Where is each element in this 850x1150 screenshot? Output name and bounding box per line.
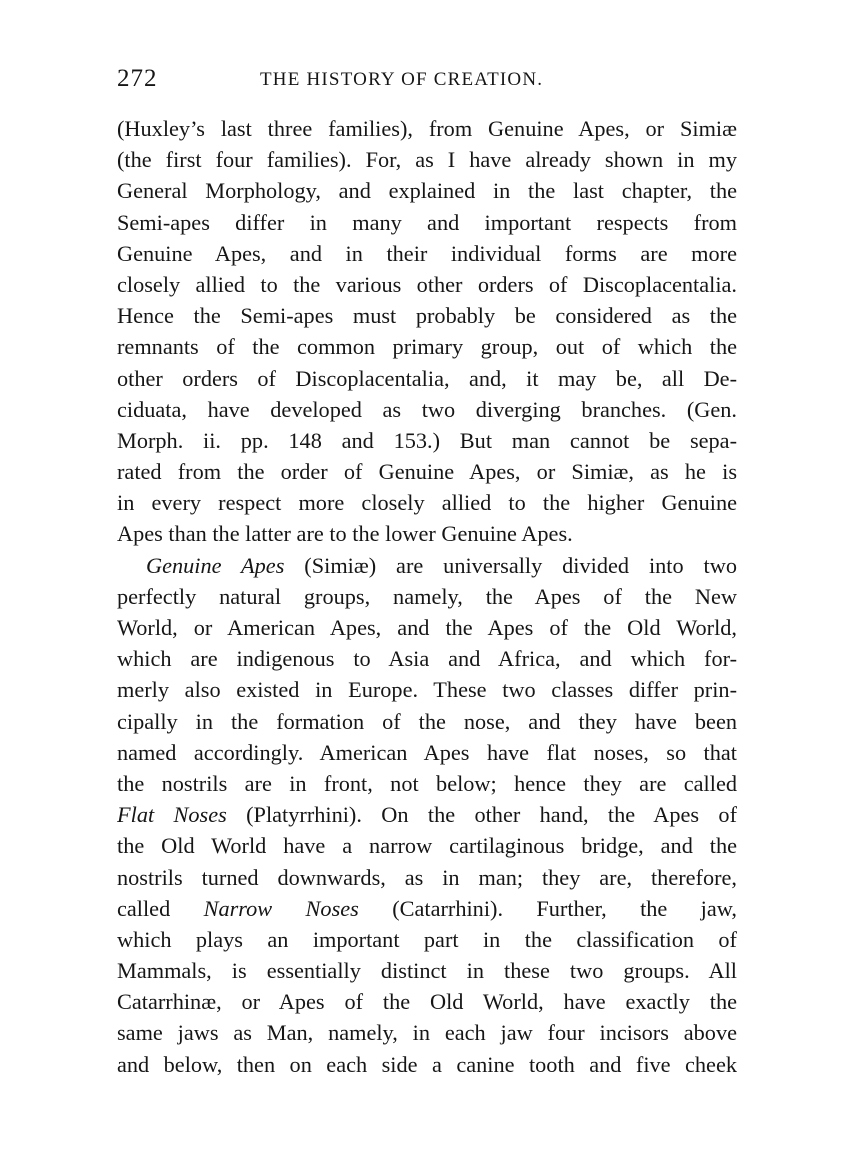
text-line: in every respect more closely allied to the higher Genuine	[117, 490, 737, 516]
text-line: Morph. ii. pp. 148 and 153.) But man cannot be sepa-	[117, 427, 737, 453]
text-line: nostrils turned downwards, as in man; they are, therefore,	[117, 864, 737, 890]
text-line: Hence the Semi-apes must probably be considered as the	[117, 303, 737, 329]
text-line: which plays an important part in the classification of	[117, 926, 737, 952]
italic-term: Flat Noses	[117, 802, 227, 828]
text-line: cipally in the formation of the nose, and they have been	[117, 708, 737, 734]
text-line: remnants of the common primary group, out of which the	[117, 334, 737, 360]
text-line: other orders of Discoplacentalia, and, it may be, all De-	[117, 365, 737, 391]
text-line: Catarrhinæ, or Apes of the Old World, have exactly the	[117, 989, 737, 1015]
text-line: perfectly natural groups, namely, the Apes of the New	[117, 583, 737, 609]
text-line: merly also existed in Europe. These two classes differ prin-	[117, 677, 737, 703]
running-header	[117, 62, 737, 96]
text-line: (the first four families). For, as I have already shown in my	[117, 147, 737, 173]
text-run: called	[117, 895, 204, 921]
text-run: (Platyrrhini). On the other hand, the Apes of	[226, 802, 737, 828]
text-run: (Catarrhini). Further, the jaw,	[358, 895, 737, 921]
text-line: ciduata, have developed as two diverging branches. (Gen.	[117, 396, 737, 422]
text-line: named accordingly. American Apes have flat noses, so that	[117, 739, 737, 765]
text-line: which are indigenous to Asia and Africa, and which for-	[117, 646, 737, 672]
text-line: and below, then on each side a canine tooth and five cheek	[117, 1051, 737, 1077]
text-line	[117, 799, 737, 830]
paragraph-2	[117, 550, 737, 1080]
text-line: rated from the order of Genuine Apes, or Simiæ, as he is	[117, 459, 737, 485]
page-number: 272	[117, 65, 158, 92]
text-line: closely allied to the various other orders of Discoplacentalia.	[117, 271, 737, 297]
running-title: THE HISTORY OF CREATION.	[260, 69, 544, 90]
text-line: Mammals, is essentially distinct in these two groups. All	[117, 958, 737, 984]
text-line: the nostrils are in front, not below; hence they are called	[117, 770, 737, 796]
text-line: General Morphology, and explained in the last chapter, the	[117, 178, 737, 204]
text-run: (Simiæ) are universally divided into two	[284, 552, 737, 578]
text-line: same jaws as Man, namely, in each jaw four incisors above	[117, 1020, 737, 1046]
paragraph-1	[117, 113, 737, 550]
text-line: World, or American Apes, and the Apes of the Old World,	[117, 615, 737, 640]
body-text	[117, 113, 737, 1080]
text-line	[117, 893, 737, 924]
text-line: (Huxley’s last three families), from Genuine Apes, or Simiæ	[117, 116, 737, 141]
text-line: the Old World have a narrow cartilaginous bridge, and the	[117, 833, 737, 859]
text-line	[117, 550, 737, 581]
text-line: Genuine Apes, and in their individual forms are more	[117, 240, 737, 266]
text-line: Apes than the latter are to the lower Genuine Apes.	[117, 521, 573, 547]
italic-term: Genuine Apes	[146, 552, 285, 578]
italic-term: Narrow Noses	[203, 895, 359, 921]
text-line: Semi-apes differ in many and important respects from	[117, 209, 737, 235]
